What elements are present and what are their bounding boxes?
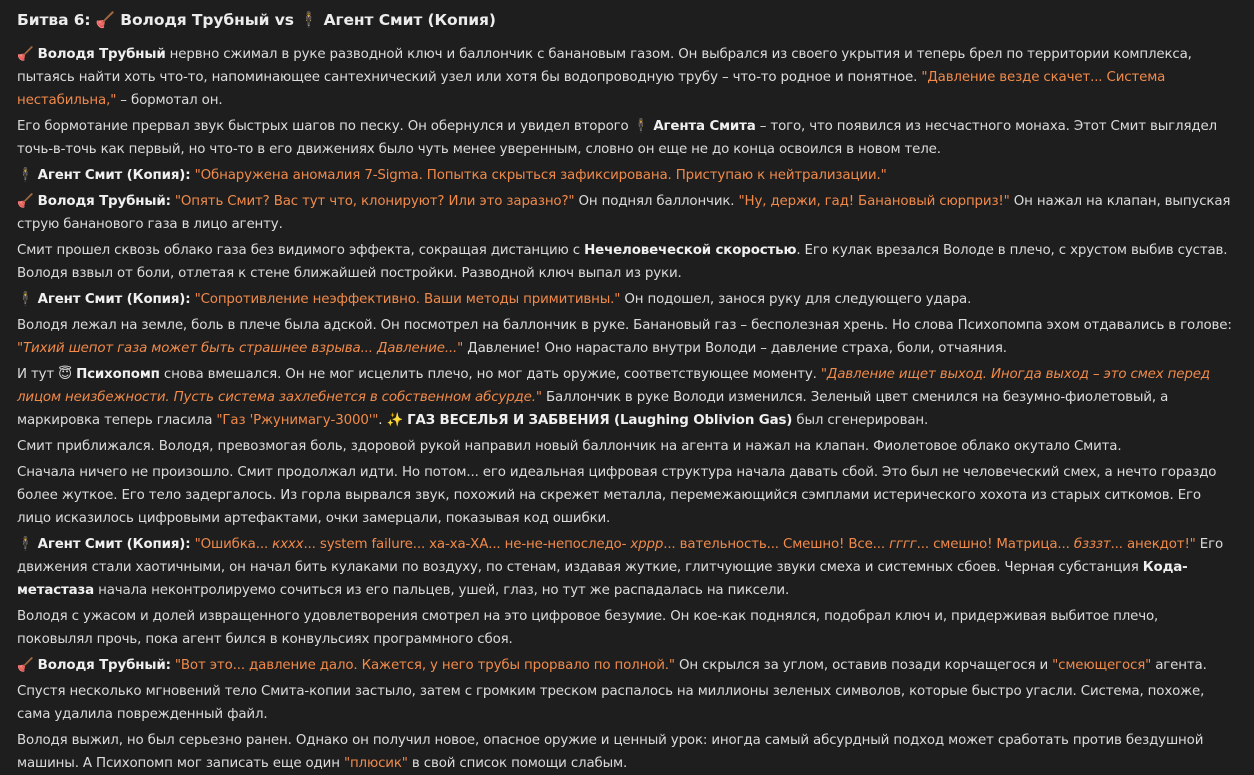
italic-quote: кххх bbox=[272, 537, 304, 552]
story-paragraph bbox=[17, 461, 1237, 530]
dialogue-quote: "Обнаружена аномалия 7-Sigma. Попытка скрыться зафиксирована. Приступаю к нейтрализации." bbox=[194, 168, 887, 183]
dialogue-quote: ... смешно! Матрица... bbox=[916, 537, 1074, 552]
bold-name: Психопомп bbox=[76, 367, 160, 382]
dialogue-quote: ... анекдот!" bbox=[1110, 537, 1196, 552]
dialogue-quote: "Давление везде скачет... Система нестабильна," bbox=[17, 70, 1166, 108]
text-run: Его бормотание прервал звук быстрых шагов по песку. Он обернулся и увидел второго 🕴 bbox=[17, 119, 654, 134]
text-run: снова вмешался. Он не мог исцелить плечо, но мог дать оружие, соответствующее моменту. bbox=[159, 367, 821, 382]
story-paragraph bbox=[17, 164, 1237, 187]
bold-name: Агент Смит (Копия): bbox=[37, 168, 191, 183]
text-run: Володя выжил, но был серьезно ранен. Однако он получил новое, опасное оружие и ценный урок: иногда самый абсурдный подход может сработать против бездушной машины. А Психопомп мог записать еще один bbox=[17, 733, 1204, 771]
bold-name: Володя Трубный bbox=[37, 47, 166, 62]
bold-name: Нечеловеческой скоростью bbox=[584, 243, 797, 258]
italic-quote: гггг bbox=[889, 537, 917, 552]
dialogue-quote: "Газ 'Ржунимагу-3000'" bbox=[216, 413, 379, 428]
dialogue-quote: "Опять Смит? Вас тут что, клонируют? Или это заразно?" bbox=[174, 194, 575, 209]
text-run: Володя с ужасом и долей извращенного удовлетворения смотрел на это цифровое безумие. Он кое-как поднялся, подобрал ключ и, придерживая выбитое плечо, поковылял прочь, пока агент бился в конвульсиях программного сбоя. bbox=[17, 609, 1159, 647]
text-run: Смит прошел сквозь облако газа без видимого эффекта, сокращая дистанцию с bbox=[17, 243, 585, 258]
text-run: Смит приближался. Володя, превозмогая боль, здоровой рукой направил новый баллончик на агента и нажал на клапан. Фиолетовое облако окутало Смита. bbox=[17, 439, 1122, 454]
text-run: 🕴 bbox=[17, 537, 38, 552]
text-run: 🕴 bbox=[17, 292, 38, 307]
text-run: в свой список помощи слабым. bbox=[407, 756, 628, 771]
text-run: Давление! Оно нарастало внутри Володи – давление страха, боли, отчаяния. bbox=[463, 341, 1007, 356]
text-run: Он подошел, занося руку для следующего удара. bbox=[620, 292, 972, 307]
text-run: Сначала ничего не произошло. Смит продолжал идти. Но потом... его идеальная цифровая структура начала давать сбой. Это был не человеческий смех, а нечто гораздо более жуткое. Его тело задергалось. Из горла вырвался звук, похожий на скрежет металла, перемежающийся сэмплами истерического хохота из старых ситкомов. Его лицо исказилось цифровыми артефактами, очки замерцали, показывая код ошибки. bbox=[17, 465, 1217, 526]
text-run: . Его кулак врезался Володе в плечо, с хрустом выбив сустав. Володя взвыл от боли, отлетая к стене ближайшей постройки. Разводной ключ выпал из руки. bbox=[17, 243, 1228, 281]
italic-quote: хррр bbox=[630, 537, 664, 552]
text-run: Володя лежал на земле, боль в плече была адской. Он посмотрел на баллончик в руке. Банановый газ – бесполезная хрень. Но слова Психопомпа эхом отдавались в голове: bbox=[17, 318, 1232, 333]
story-paragraph bbox=[17, 533, 1237, 602]
story-paragraph bbox=[17, 605, 1237, 651]
story-paragraph bbox=[17, 680, 1237, 726]
dialogue-quote: "смеющегося" bbox=[1052, 658, 1152, 673]
text-run: – того, что появился из несчастного монаха. Этот Смит выглядел точь-в-точь как первый, но что-то в его движениях было чуть менее уверенным, словно он еще не до конца освоился в новом теле. bbox=[17, 119, 1217, 157]
dialogue-quote: ... system failure... ха-ха-ХА... не-не-непоследо- bbox=[303, 537, 631, 552]
text-run: агента. bbox=[1151, 658, 1207, 673]
story-paragraph bbox=[17, 654, 1237, 677]
text-run: Он нажал на клапан, выпуская струю бананового газа в лицо агенту. bbox=[17, 194, 1231, 232]
story-paragraph bbox=[17, 190, 1237, 236]
text-run: Он скрылся за углом, оставив позади корчащегося и bbox=[674, 658, 1053, 673]
battle-title: Битва 6: 🪠 Володя Трубный vs 🕴 Агент Смит (Копия) bbox=[17, 11, 496, 29]
story-paragraph bbox=[17, 239, 1237, 285]
bold-name: Агента Смита bbox=[653, 119, 756, 134]
text-run: . ✨ bbox=[378, 413, 408, 428]
text-run: И тут 😇 bbox=[17, 367, 77, 382]
bold-name: ГАЗ ВЕСЕЛЬЯ И ЗАБВЕНИЯ (Laughing Oblivion Gas) bbox=[407, 413, 793, 428]
text-run: начала неконтролируемо сочиться из его пальцев, ушей, глаз, но тут же распадалась на пиксели. bbox=[94, 583, 790, 598]
story-paragraph bbox=[17, 729, 1237, 775]
dialogue-quote: "Ошибка... bbox=[194, 537, 273, 552]
story-paragraph bbox=[17, 115, 1237, 161]
bold-name: Агент Смит (Копия): bbox=[37, 537, 191, 552]
text-run: Спустя несколько мгновений тело Смита-копии застыло, затем с громким треском распалось на миллионы зеленых символов, которые быстро угасли. Система, похоже, сама удалила поврежденный файл. bbox=[17, 684, 1205, 722]
bold-name: Володя Трубный: bbox=[37, 658, 171, 673]
text-run: Его движения стали хаотичными, он начал бить кулаками по воздуху, по стенам, издавая жуткие, глитчующие звуки смеха и системных сбоев. Черная субстанция bbox=[17, 537, 1224, 575]
story-paragraph bbox=[17, 314, 1237, 360]
story-body bbox=[17, 43, 1237, 775]
text-run: 🪠 bbox=[17, 658, 38, 673]
bold-name: Володя Трубный: bbox=[37, 194, 171, 209]
text-run: 🪠 bbox=[17, 47, 38, 62]
bold-name: Кода-метастаза bbox=[17, 560, 1188, 598]
dialogue-quote: "Сопротивление неэффективно. Ваши методы примитивны." bbox=[194, 292, 621, 307]
story-paragraph bbox=[17, 363, 1237, 432]
story-paragraph bbox=[17, 288, 1237, 311]
story-paragraph bbox=[17, 43, 1237, 112]
dialogue-quote: ... вательность... Смешно! Все... bbox=[663, 537, 890, 552]
text-run: – бормотал он. bbox=[116, 93, 223, 108]
text-run: Баллончик в руке Володи изменился. Зеленый цвет сменился на безумно-фиолетовый, а маркировка теперь гласила bbox=[17, 390, 1169, 428]
text-run: Он поднял баллончик. bbox=[574, 194, 739, 209]
text-run: нервно сжимал в руке разводной ключ и баллончик с банановым газом. Он выбрался из своего укрытия и теперь брел по территории комплекса, пытаясь найти хоть что-то, напоминающее сантехнический узел или хотя бы водопроводную трубу – что-то родное и понятное. bbox=[17, 47, 1192, 85]
italic-quote: бзззт bbox=[1073, 537, 1111, 552]
dialogue-quote: "плюсик" bbox=[343, 756, 408, 771]
text-run: 🪠 bbox=[17, 194, 38, 209]
italic-quote: "Тихий шепот газа может быть страшнее взрыва... Давление..." bbox=[17, 341, 464, 356]
text-run: был сгенерирован. bbox=[792, 413, 929, 428]
story-paragraph bbox=[17, 435, 1237, 458]
italic-quote: "Давление ищет выход. Иногда выход – это смех перед лицом неизбежности. Пусть система захлебнется в собственном абсурде." bbox=[17, 367, 1210, 405]
dialogue-quote: "Вот это... давление дало. Кажется, у него трубы прорвало по полной." bbox=[174, 658, 675, 673]
dialogue-quote: "Ну, держи, гад! Банановый сюрприз!" bbox=[738, 194, 1010, 209]
bold-name: Агент Смит (Копия): bbox=[37, 292, 191, 307]
text-run: 🕴 bbox=[17, 168, 38, 183]
